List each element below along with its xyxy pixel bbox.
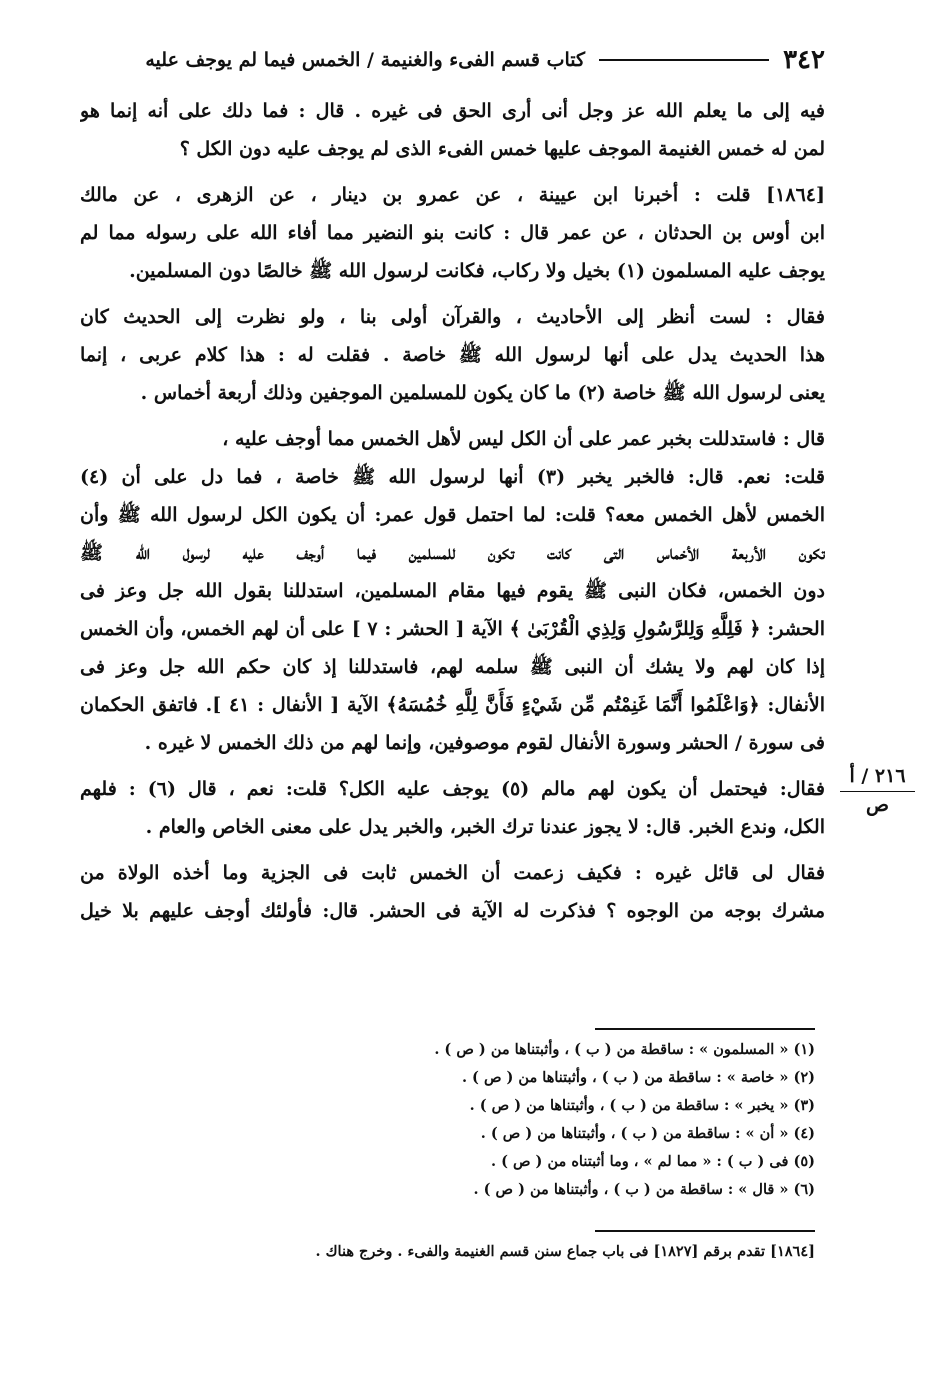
text-line: الحشر: ﴿ فَلِلَّهِ وَلِلرَّسُولِ وَلِذِي الْقُرْبَىٰ ﴾ الآية [ الحشر : ٧ ] على أن لهم الخمس، وأن الخمس (80, 618, 825, 640)
text-line: فقال: فيحتمل أن يكون لهم مالم (٥) يوجف عليه الكل؟ قلت: نعم ، قال (٦) : فلهم (80, 778, 825, 800)
text-line: فقال : لست أنظر إلى الأحاديث ، والقرآن أولى بنا ، ولو نظرت إلى الحديث كان (80, 306, 825, 328)
text-line: مشرك بوجه من الوجوه ؟ فذكرت له الآية فى الحشر. قال: فأولئك أوجف عليهم بلا خيل (80, 900, 825, 922)
footnotes (360, 1036, 815, 1204)
text-line: الأنفال: ﴿وَاعْلَمُوا أَنَّمَا غَنِمْتُم مِّن شَيْءٍ فَأَنَّ لِلَّهِ خُمُسَهُ﴾ الآية [ الأنفال : ٤١ ]. فاتفق الحكمان (80, 694, 825, 716)
margin-folio-note (840, 765, 915, 816)
text-line: قال : فاستدللت بخبر عمر على أن الكل ليس لأهل الخمس مما أوجف عليه ، (222, 428, 825, 450)
footnote: (٦) « قال » : ساقطة من ( ب ) ، وأثبتناها من ( ص ) . (473, 1181, 815, 1198)
footnote: (٢) « خاصة » : ساقطة من ( ب ) ، وأثبتناها من ( ص ) . (461, 1069, 815, 1086)
paragraph-gap (80, 762, 825, 770)
text-line: الكل، وندع الخبر. قال: لا يجوز عندنا ترك الخبر، والخبر يدل على معنى الخاص والعام . (145, 816, 825, 838)
text-line: فقال لى قائل غيره : فكيف زعمت أن الخمس ثابت فى الجزية وما أخذه الولاة من (80, 862, 825, 884)
paragraph-gap (80, 290, 825, 298)
footnote: (٣) « يخبر » : ساقطة من ( ب ) ، وأثبتناها من ( ص ) . (469, 1097, 815, 1114)
paragraph-gap (80, 168, 825, 176)
text-line: إذا كان لهم ولا يشك أن النبى ﷺ سلمه لهم، فاستدللنا إذ كان حكم الله جل وعز فى (80, 656, 825, 678)
text-line: فى سورة / الحشر وسورة الأنفال لقوم موصوفين، وإنما لهم من ذلك الخمس لا غيره . (144, 732, 825, 754)
footnote: (٥) فى ( ب ) : « مما لم » ، وما أثبتناه من ( ص ) . (490, 1153, 815, 1170)
margin-rule (840, 791, 915, 792)
text-line: قلت: نعم. قال: فالخبر يخبر (٣) أنها لرسول الله ﷺ خاصة ، فما دل على أن (٤) (80, 466, 825, 488)
page-header (60, 40, 825, 80)
main-text (80, 92, 825, 930)
reference-separator (595, 1230, 815, 1232)
text-line: لمن له خمس الغنيمة الموجف عليها خمس الفىء الذى لم يوجف عليه دون الكل ؟ (179, 138, 825, 160)
text-line: تكون الأربعة الأخماس التى كانت تكون للمسلمين فيما أوجف عليه لرسول الله ﷺ (80, 542, 825, 564)
paragraph-gap (80, 846, 825, 854)
running-title: كتاب قسم الفىء والغنيمة / الخمس فيما لم يوجف عليه (145, 49, 586, 71)
footnote: (٤) « أن » : ساقطة من ( ب ) ، وأثبتناها من ( ص ) . (480, 1125, 815, 1142)
footnote-separator (595, 1028, 815, 1030)
text-line: ابن أوس بن الحدثان ، عن عمر قال : كانت بنو النضير مما أفاء الله على رسوله مما لم (80, 222, 825, 244)
reference-note: [١٨٦٤] تقدم برقم [١٨٢٧] فى باب جماع سنن قسم الغنيمة والفىء . وخرج هناك . (315, 1243, 815, 1260)
text-line: هذا الحديث يدل على أنها لرسول الله ﷺ خاصة . فقلت له : هذا كلام عربى ، إنما (80, 344, 825, 366)
text-line: يعنى لرسول الله ﷺ خاصة (٢) ما كان يكون للمسلمين الموجفين وذلك أربعة أخماس . (140, 382, 825, 404)
text-line: فيه إلى ما يعلم الله عز وجل أنى أرى الحق فى غيره . قال : فما دلك على أنه إنما هو (80, 100, 825, 122)
margin-folio-number: ٢١٦ / أ (849, 765, 906, 787)
page-number: ٣٤٢ (783, 45, 825, 75)
text-line: دون الخمس، فكان النبى ﷺ يقوم فيها مقام المسلمين، استدللنا بقول الله جل وعز فى (80, 580, 825, 602)
paragraph-gap (80, 412, 825, 420)
margin-manuscript-siglum: ص (866, 794, 889, 816)
text-line: الخمس لأهل الخمس معه؟ قلت: لما احتمل قول عمر: أن يكون الكل لرسول الله ﷺ وأن (80, 504, 825, 526)
footnote: (١) « المسلمون » : ساقطة من ( ب ) ، وأثبتناها من ( ص ) . (434, 1041, 815, 1058)
text-line: يوجف عليه المسلمون (١) بخيل ولا ركاب، فكانت لرسول الله ﷺ خالصًا دون المسلمين. (129, 260, 825, 282)
text-line: [١٨٦٤] قلت : أخبرنا ابن عيينة ، عن عمرو بن دينار ، عن الزهرى ، عن مالك (80, 184, 825, 206)
header-rule (599, 59, 769, 61)
